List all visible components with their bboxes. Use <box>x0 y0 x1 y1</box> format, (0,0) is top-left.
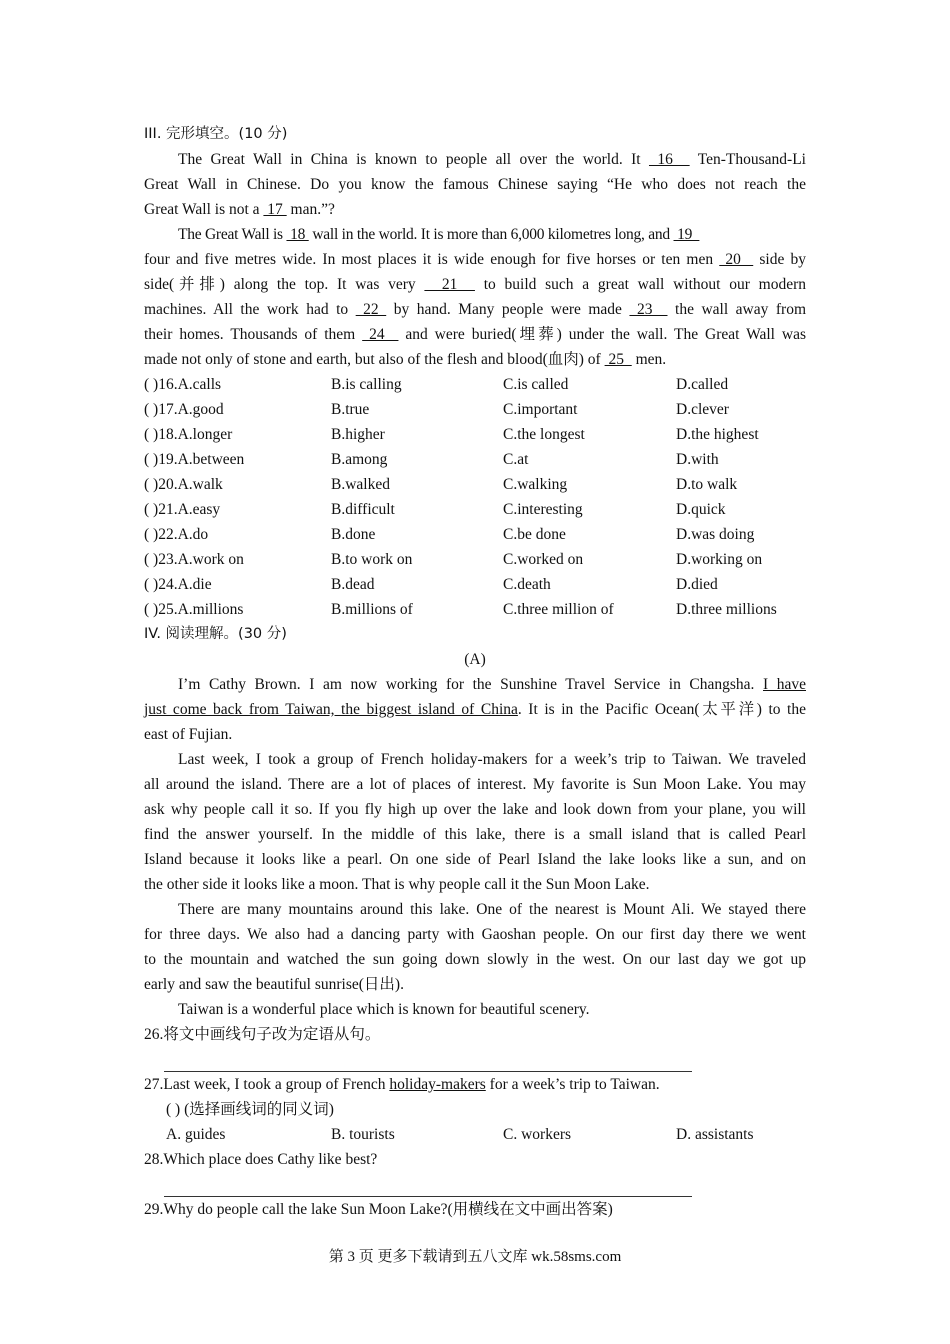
question-options-row: ( )19.A.between B.among C.at D.with <box>144 451 719 468</box>
passage-line: early and saw the beautiful sunrise(日出). <box>144 976 404 993</box>
blank-16[interactable]: 16 <box>648 151 690 168</box>
question-27-instruction[interactable]: ( ) (选择画线词的同义词) <box>166 1101 334 1118</box>
passage-label: (A) <box>464 651 486 668</box>
question-27: 27.Last week, I took a group of French holiday-makers for a week’s trip to Taiwan. <box>144 1076 660 1093</box>
question-options-row: ( )17.A.good B.true C.important D.clever <box>144 401 729 418</box>
answer-line-26[interactable] <box>164 1047 692 1072</box>
section-heading-cloze: III. 完形填空。(10 分) <box>144 126 288 142</box>
question-options-row: ( )25.A.millions B.millions of C.three million of D.three millions <box>144 601 777 618</box>
passage-line: I’m Cathy Brown. I am now working for the Sunshine Travel Service in Changsha. I have <box>178 676 806 693</box>
passage-line: machines. All the work had to 22 by hand. Many people were made 23 the wall away from <box>144 301 807 318</box>
page-content <box>144 122 806 1222</box>
question-options-row: ( )18.A.longer B.higher C.the longest D.the highest <box>144 426 759 443</box>
question-options-row: ( )20.A.walk B.walked C.walking D.to walk <box>144 476 738 493</box>
question-options-row: ( )21.A.easy B.difficult C.interesting D.quick <box>144 501 726 518</box>
passage-line: find the answer yourself. In the middle of this lake, there is a small island that is called Pearl <box>144 826 806 843</box>
question-options-row: ( )22.A.do B.done C.be done D.was doing <box>144 526 755 543</box>
underlined-sentence: just come back from Taiwan, the biggest island of China <box>144 701 518 718</box>
blank-24[interactable]: 24 <box>362 326 399 343</box>
blank-21[interactable]: 21 <box>424 276 475 293</box>
page-footer: 第 3 页 更多下载请到五八文库 wk.58sms.com <box>328 1249 622 1265</box>
question-26: 26.将文中画线句子改为定语从句。 <box>144 1026 381 1043</box>
passage-line: four and five metres wide. In most places it is wide enough for five horses or ten men 20 side by <box>144 251 806 268</box>
passage-line: made not only of stone and earth, but also of the flesh and blood(血肉) of 25 men. <box>144 351 667 368</box>
question-27-options: A. guides B. tourists C. workers D. assistants <box>166 1126 754 1143</box>
blank-18[interactable]: 18 <box>286 226 309 243</box>
answer-line-28[interactable] <box>164 1172 692 1197</box>
passage-line: Last week, I took a group of French holiday-makers for a week’s trip to Taiwan. We traveled <box>178 751 806 768</box>
section-heading-reading: IV. 阅读理解。(30 分) <box>144 626 287 642</box>
passage-line: to the mountain and watched the sun going down slowly in the west. On our last day we got up <box>144 951 806 968</box>
blank-22[interactable]: 22 <box>355 301 387 318</box>
passage-line: Great Wall in Chinese. Do you know the famous Chinese saying “He who does not reach the <box>144 176 806 193</box>
passage-line: for three days. We also had a dancing party with Gaoshan people. On our first day there we went <box>144 926 806 943</box>
underlined-word: holiday-makers <box>389 1076 486 1093</box>
question-29: 29.Why do people call the lake Sun Moon Lake?(用横线在文中画出答案) <box>144 1201 613 1218</box>
question-options-row: ( )16.A.calls B.is calling C.is called D.called <box>144 376 729 393</box>
passage-line: The Great Wall in China is known to people all over the world. It 16 Ten-Thousand-Li <box>178 151 806 168</box>
question-options-row: ( )23.A.work on B.to work on C.worked on D.working on <box>144 551 763 568</box>
blank-20[interactable]: 20 <box>719 251 754 268</box>
passage-line: their homes. Thousands of them 24 and were buried(埋葬) under the wall. The Great Wall was <box>144 326 806 343</box>
blank-25[interactable]: 25 <box>604 351 632 368</box>
question-28: 28.Which place does Cathy like best? <box>144 1151 378 1168</box>
passage-line: just come back from Taiwan, the biggest island of China. It is in the Pacific Ocean(太平洋) to the <box>144 701 806 718</box>
passage-line: Great Wall is not a 17 man.”? <box>144 201 335 218</box>
passage-line: east of Fujian. <box>144 726 233 743</box>
blank-23[interactable]: 23 <box>629 301 668 318</box>
question-options-row: ( )24.A.die B.dead C.death D.died <box>144 576 718 593</box>
passage-line: There are many mountains around this lake. One of the nearest is Mount Ali. We stayed there <box>178 901 806 918</box>
passage-line: Island because it looks like a pearl. On one side of Pearl Island the lake looks like a sun, and on <box>144 851 806 868</box>
blank-19[interactable]: 19 <box>673 226 700 243</box>
passage-line: Taiwan is a wonderful place which is known for beautiful scenery. <box>178 1001 590 1018</box>
passage-line: all around the island. There are a lot of places of interest. My favorite is Sun Moon Lake. You may <box>144 776 806 793</box>
passage-line: side(并排) along the top. It was very 21 to build such a great wall without our modern <box>144 276 806 293</box>
underlined-sentence: I have <box>763 676 806 693</box>
blank-17[interactable]: 17 <box>263 201 287 218</box>
passage-line: the other side it looks like a moon. That is why people call it the Sun Moon Lake. <box>144 876 650 893</box>
passage-line: ask why people call it so. If you fly high up over the lake and look down from your plane, you will <box>144 801 806 818</box>
passage-line: The Great Wall is 18 wall in the world. It is more than 6,000 kilometres long, and 19 <box>178 226 700 243</box>
